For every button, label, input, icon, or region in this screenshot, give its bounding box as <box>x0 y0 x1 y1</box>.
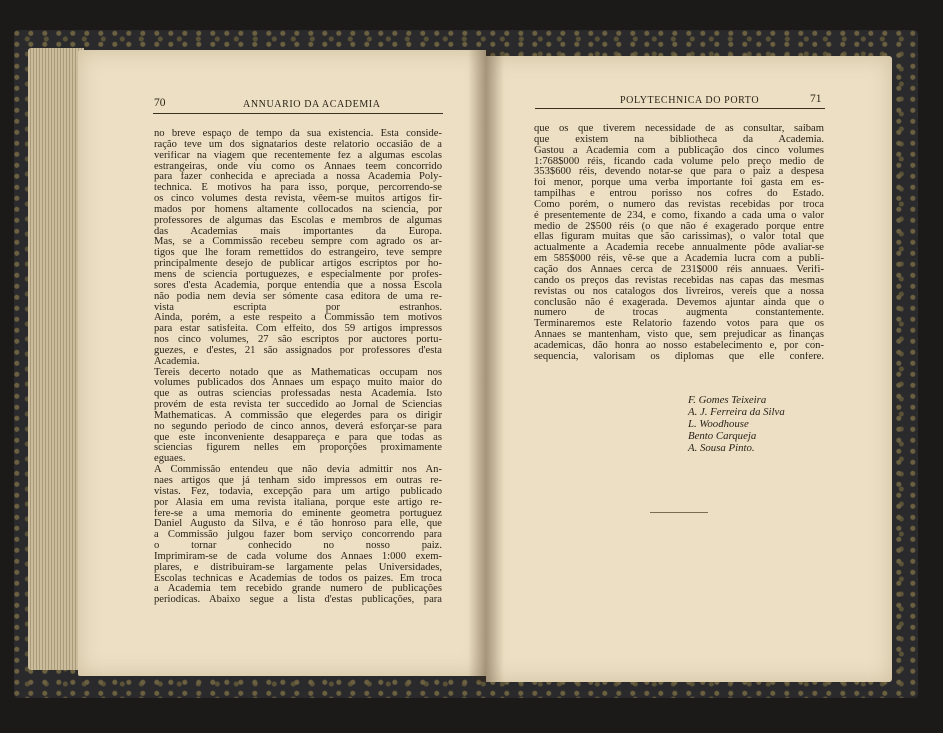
text-line: Annaes se mantenham, visto que, sem prejudicar as finanças <box>534 330 824 341</box>
text-line: plares, e distribuiram-se largamente pelas Universidades, <box>154 562 442 573</box>
left-page-number: 70 <box>154 97 166 109</box>
book-gutter <box>468 50 504 682</box>
right-page-number: 71 <box>810 93 822 105</box>
text-line: que os que tiverem necessidade de as consultar, saibam <box>534 124 824 134</box>
text-line: nos cinco volumes, 27 são escriptos por auctores portu- <box>154 335 442 346</box>
signature-name: A. Sousa Pinto. <box>688 442 755 454</box>
page-edges <box>28 48 84 670</box>
text-line: verificar na viagem que recentemente fez a algumas escolas <box>154 150 442 161</box>
signature-name: L. Woodhouse <box>688 418 749 430</box>
text-line: volumes publicados dos Annaes um espaço muito maior do <box>154 378 442 389</box>
text-line: não podia nem devia ser sómente casa editora de uma re- <box>154 291 442 302</box>
text-line: ellas figuram muitas que são carissimas), o valor total que <box>534 232 824 243</box>
text-line: para fazer conhecida e apreciada a nossa Academia Poly- <box>154 172 442 183</box>
text-line: eguaes. <box>154 454 186 465</box>
right-body-text <box>534 124 824 363</box>
text-line: Gastou a Academia com a publicação dos cinco volumes <box>534 145 824 156</box>
text-line: Como porém, o numero das revistas recebidas por troca <box>534 199 824 210</box>
text-line: numero de trocas augmenta constantemente. <box>534 308 824 319</box>
text-line: technica. E motivos ha para isso, porque, percorrendo-se <box>154 183 442 194</box>
text-line: sores d'esta Academia, porque entendia que a nossa Escola <box>154 280 442 291</box>
text-line: ração teve um dos signatarios deste relatorio occasião de a <box>154 139 442 150</box>
text-line: mens de sciencia portuguezes, e especialmente por profes- <box>154 269 442 280</box>
text-line: no segundo periodo de cinco annos, deverá esforçar-se para <box>154 421 442 432</box>
left-page-header: ANNUARIO DA ACADEMIA <box>243 99 381 110</box>
left-header-rule <box>153 113 443 114</box>
text-line: cando os preços das revistas recebidas nas capas das mesmas <box>534 275 824 286</box>
text-line: sciencias figurem nelles em proporções proximamente <box>154 443 442 454</box>
text-line: Mathematicas. A commissão que elegerdes para os dirigir <box>154 410 442 421</box>
text-line: Escolas technicas e Academias de todos os paizes. Em troca <box>154 573 442 584</box>
text-line: sequencia, valorisam os diplomas que elle confere. <box>534 351 824 362</box>
text-line: no breve espaço de tempo da sua existencia. Esta conside- <box>154 129 442 139</box>
text-line: para estar satisfeita. Com effeito, dos 59 artigos impressos <box>154 324 442 335</box>
text-line: o tornar conhecido no nosso paiz. <box>154 541 442 552</box>
signature-name: F. Gomes Teixeira <box>688 394 767 406</box>
text-line: principalmente desejo de publicar artigos escriptos por ho- <box>154 259 442 270</box>
text-line: fere-se a uma memoria do eminente geometra portuguez <box>154 508 442 519</box>
text-line: Ainda, porém, a este respeito a Commissão tem motivos <box>154 313 442 324</box>
text-line: cação dos Annaes cerca de 231$000 réis annuaes. Verifi- <box>534 264 824 275</box>
signature-name: Bento Carqueja <box>688 430 757 442</box>
text-line: tampilhas e entrou porisso nos cofres do Estado. <box>534 189 824 200</box>
text-line: a Commissão julgou fazer bom serviço concorrendo para <box>154 530 442 541</box>
text-line: vistas. Fez, todavia, excepção para um artigo publicado <box>154 486 442 497</box>
text-line: Academia. <box>154 356 200 367</box>
text-line: que este inconveniente desappareça e para que todas as <box>154 432 442 443</box>
text-line: periodicas. Abaixo segue a lista d'estas publicações, para <box>154 595 442 606</box>
text-line: academicas, dão honra ao nosso estabelecimento e, por con- <box>534 340 824 351</box>
text-line: Tereis decerto notado que as Mathematicas occupam nos <box>154 367 442 378</box>
text-line: que as outras sciencias professadas nesta Academia. Isto <box>154 389 442 400</box>
text-line: em 585$000 réis, vê-se que a Academia lucra com a publi- <box>534 254 824 265</box>
text-line: que existem na bibliotheca da Academia. <box>534 134 824 145</box>
right-header-rule <box>535 108 825 109</box>
text-line: conclusão não é exagerada. Devemos ajuntar ainda que o <box>534 297 824 308</box>
text-line: foi menor, porque uma verba importante foi gasta em es- <box>534 178 824 189</box>
right-page-header: POLYTECHNICA DO PORTO <box>620 95 760 106</box>
text-line: das Academias mais importantes da Europa. <box>154 226 442 237</box>
text-line: Daniel Augusto da Silva, e é tão honroso para elle, que <box>154 519 442 530</box>
text-line: provém de esta revista ter succedido ao Jornal de Sciencias <box>154 400 442 411</box>
left-body-text <box>154 129 442 606</box>
text-line: A Commissão entendeu que não devia admittir nos An- <box>154 465 442 476</box>
text-line: os cinco volumes desta revista, vêem-se muitos artigos fir- <box>154 194 442 205</box>
text-line: professores de algumas das Escolas e membros de algumas <box>154 215 442 226</box>
signature-name: A. J. Ferreira da Silva <box>688 406 785 418</box>
text-line: actualmente a Academia recebe annualmente pôde avaliar-se <box>534 243 824 254</box>
text-line: revistas ou nos catalogos dos livreiros, vereis que a nossa <box>534 286 824 297</box>
text-line: Terminaremos este Relatorio fazendo votos para que os <box>534 319 824 330</box>
text-line: 353$600 réis, devendo notar-se que para o paiz a despesa <box>534 167 824 178</box>
text-line: estrangeiras, onde viu como os Annaes teem concorrido <box>154 161 442 172</box>
text-line: naes artigos que já tenham sido impressos em outras re- <box>154 476 442 486</box>
text-line: a Academia tem recebido grande numero de publicações <box>154 584 442 595</box>
text-line: é presentemente de 234, e como, fixando a cada uma o valor <box>534 210 824 221</box>
text-line: guezes, e d'estes, 21 são assignados por professores d'esta <box>154 345 442 356</box>
text-line: tigos que lhe foram remettidos do estrangeiro, teve sempre <box>154 248 442 259</box>
text-line: Imprimiram-se de cada volume dos Annaes 1:000 exem- <box>154 551 442 562</box>
text-line: mados por homens altamente collocados na sciencia, por <box>154 204 442 215</box>
text-line: vista escripta por estranhos. <box>154 302 442 313</box>
signatures <box>688 394 785 454</box>
text-line: 1:768$000 réis, ficando cada volume pelo preço medio de <box>534 156 824 167</box>
text-line: medio de 2$500 réis (o que não é exagerado porque entre <box>534 221 824 232</box>
closing-rule <box>650 512 708 513</box>
text-line: por Alasia em uma revista italiana, porque este artigo re- <box>154 497 442 508</box>
text-line: Mas, se a Commissão recebeu sempre com agrado os ar- <box>154 237 442 248</box>
